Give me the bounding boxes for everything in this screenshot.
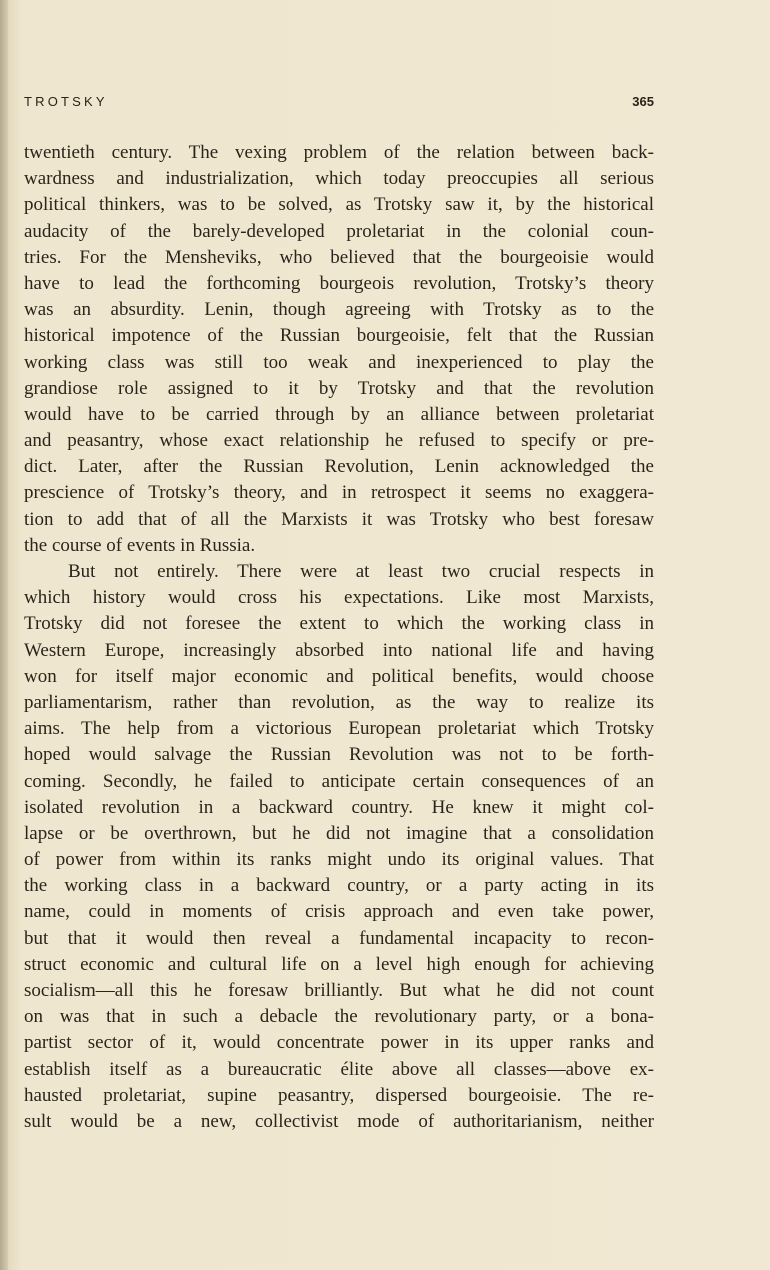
text-line: partist sector of it, would concentrate power in its upper ranks and: [24, 1032, 654, 1054]
text-line: tries. For the Mensheviks, who believed that the bourgeoisie would: [24, 246, 654, 268]
text-line: Western Europe, increasingly absorbed into national life and having: [24, 639, 654, 661]
text-line: isolated revolution in a backward country. He knew it might col-: [24, 796, 654, 818]
text-line: lapse or be overthrown, but he did not imagine that a consolidation: [24, 822, 654, 844]
text-line: would have to be carried through by an alliance between proletariat: [24, 403, 654, 425]
text-line: have to lead the forthcoming bourgeois revolution, Trotsky’s theory: [24, 272, 654, 294]
text-line: and peasantry, whose exact relationship he refused to specify or pre-: [24, 430, 654, 452]
text-line: establish itself as a bureaucratic élite above all classes—above ex-: [24, 1058, 654, 1080]
text-line: tion to add that of all the Marxists it was Trotsky who best foresaw: [24, 508, 654, 530]
text-line: wardness and industrialization, which today preoccupies all serious: [24, 168, 654, 190]
text-line: on was that in such a debacle the revolutionary party, or a bona-: [24, 1006, 654, 1028]
text-line: was an absurdity. Lenin, though agreeing with Trotsky as to the: [24, 299, 654, 321]
text-line: political thinkers, was to be solved, as Trotsky saw it, by the historical: [24, 194, 654, 216]
text-line: which history would cross his expectations. Like most Marxists,: [24, 587, 654, 609]
text-line: historical impotence of the Russian bourgeoisie, felt that the Russian: [24, 325, 654, 347]
body-text: [24, 140, 654, 1135]
text-line: prescience of Trotsky’s theory, and in retrospect it seems no exaggera-: [24, 482, 654, 504]
text-line: hausted proletariat, supine peasantry, dispersed bourgeoisie. The re-: [24, 1084, 654, 1106]
text-line: socialism—all this he foresaw brilliantly. But what he did not count: [24, 980, 654, 1001]
running-title: TROTSKY: [24, 94, 108, 109]
text-line: audacity of the barely-developed proletariat in the colonial coun-: [24, 220, 654, 242]
text-line: coming. Secondly, he failed to anticipate certain consequences of an: [24, 770, 654, 792]
text-line: won for itself major economic and political benefits, would choose: [24, 665, 654, 687]
text-line: dict. Later, after the Russian Revolution, Lenin acknowledged the: [24, 456, 654, 478]
text-line: aims. The help from a victorious European proletariat which Trotsky: [24, 718, 654, 740]
text-line: sult would be a new, collectivist mode of authoritarianism, neither: [24, 1110, 654, 1132]
page-gutter-edge: [0, 0, 8, 1270]
text-line: but that it would then reveal a fundamental incapacity to recon-: [24, 927, 654, 949]
text-line: struct economic and cultural life on a level high enough for achieving: [24, 953, 654, 975]
text-line: name, could in moments of crisis approach and even take power,: [24, 901, 654, 923]
text-line: the working class in a backward country, or a party acting in its: [24, 875, 654, 897]
paragraph-start-line: But not entirely. There were at least two crucial respects in: [68, 561, 654, 582]
text-line: grandiose role assigned to it by Trotsky and that the revolution: [24, 377, 654, 399]
text-line: parliamentarism, rather than revolution, as the way to realize its: [24, 691, 654, 713]
text-line: twentieth century. The vexing problem of the relation between back-: [24, 142, 654, 163]
page-number: 365: [632, 94, 654, 109]
running-header: [24, 94, 654, 114]
text-line: hoped would salvage the Russian Revolution was not to be forth-: [24, 744, 654, 766]
paragraph-end-line: the course of events in Russia.: [24, 534, 256, 556]
text-line: of power from within its ranks might undo its original values. That: [24, 849, 654, 871]
text-line: working class was still too weak and inexperienced to play the: [24, 351, 654, 373]
text-line: Trotsky did not foresee the extent to which the working class in: [24, 613, 654, 635]
